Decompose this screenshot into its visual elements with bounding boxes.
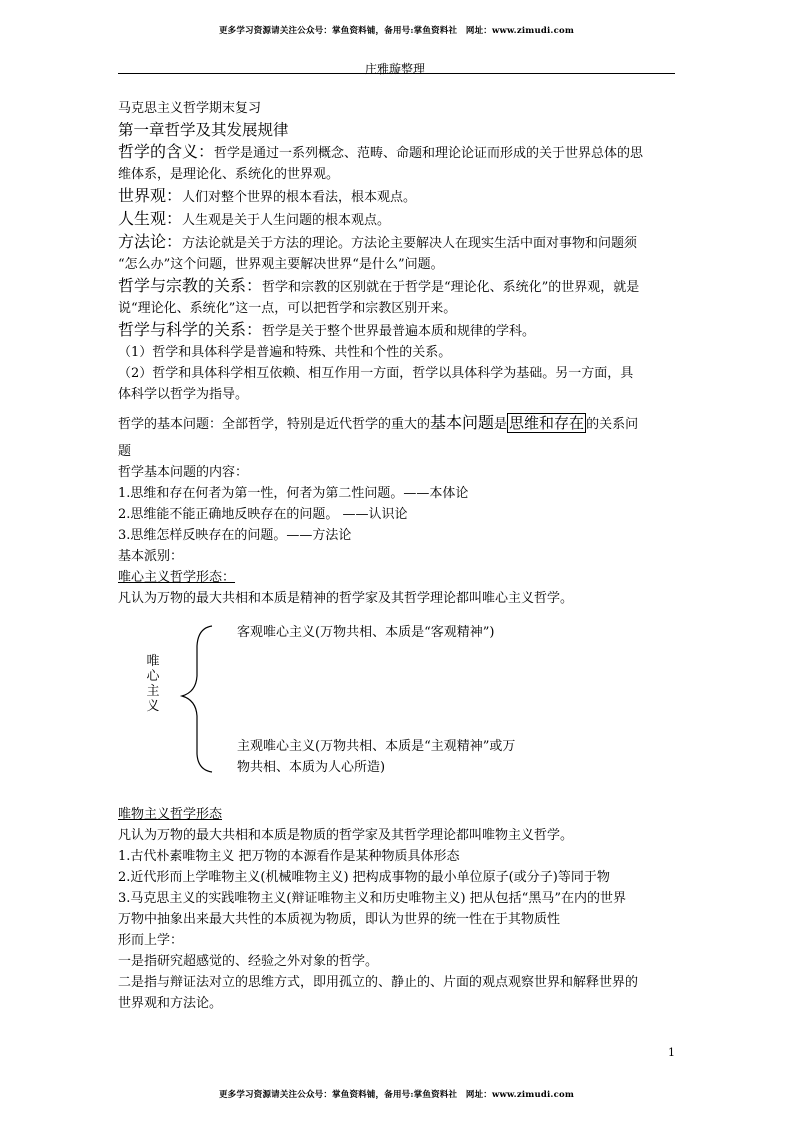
content-item-2: 2.思维能不能正确地反映存在的问题。 ——认识论 [118, 507, 408, 522]
objective-idealism: 客观唯心主义(万物共相、本质是“客观精神”) [237, 625, 495, 640]
philosophy-def-line1 [118, 141, 678, 164]
basic-question-is: 是 [494, 417, 508, 432]
idealism-char: 主 [146, 684, 160, 699]
science-line1 [118, 319, 678, 342]
worldview-text: 人们对整个世界的根本看法，根本观点。 [182, 190, 417, 205]
materialism-item-2: 2.近代形而上学唯物主义(机械唯物主义) 把构成事物的最小单位原子(或分子)等同于物 [118, 870, 610, 885]
header-rule [118, 73, 675, 74]
idealism-brace-diagram [140, 618, 560, 783]
basic-question-prefix: 哲学的基本问题：全部哲学，特别是近代哲学的重大的 [118, 417, 431, 432]
materialism-def: 凡认为万物的最大共相和本质是物质的哲学家及其哲学理论都叫唯物主义哲学。 [118, 828, 574, 843]
content-heading: 哲学基本问题的内容： [118, 465, 249, 480]
metaphysics-1: 一是指研究超感觉的、经验之外对象的哲学。 [118, 954, 379, 969]
materialism-section [118, 804, 678, 1014]
worldview-line [118, 185, 678, 208]
idealism-char: 唯 [146, 654, 160, 669]
science-text1: 哲学是关于整个世界最普遍本质和规律的学科。 [262, 324, 536, 339]
main-content [118, 98, 678, 609]
metaphysics-2-line2: 世界观和方法论。 [118, 996, 223, 1011]
outlook-line [118, 208, 678, 231]
science-point2-line2: 体科学以哲学为指导。 [118, 387, 249, 402]
philosophy-def-term: 哲学的含义： [118, 142, 215, 161]
chapter-title: 第一章哲学及其发展规律 [118, 121, 289, 139]
materialism-item-3: 3.马克思主义的实践唯物主义(辩证唯物主义和历史唯物主义) 把从包括“黑马”在内的世界 [118, 891, 626, 906]
worldview-term: 世界观： [118, 186, 183, 205]
religion-line2: 说“理论化、系统化”这一点，可以把哲学和宗教区别开来。 [118, 301, 457, 316]
basic-question-boxed: 思维和存在 [509, 414, 585, 432]
schools-heading: 基本派别： [118, 549, 184, 564]
doc-title: 马克思主义哲学期末复习 [118, 101, 262, 116]
philosophy-def-line2: 维体系，是理论化、系统化的世界观。 [118, 167, 340, 182]
left-brace-icon [176, 618, 226, 783]
metaphysics-heading: 形而上学： [118, 933, 184, 948]
methodology-line1 [118, 231, 678, 254]
metaphysics-2-line1: 二是指与辩证法对立的思维方式，即用孤立的、静止的、片面的观点观察世界和解释世界的 [118, 975, 639, 990]
basic-question-emph: 基本问题 [430, 413, 495, 432]
idealism-heading: 唯心主义哲学形态： [118, 570, 236, 585]
philosophy-def-text1: 哲学是通过一系列概念、范畴、命题和理论论证而形成的关于世界总体的思 [214, 146, 644, 161]
basic-question-line [118, 411, 678, 437]
idealism-char: 心 [146, 669, 160, 684]
materialism-item-1: 1.古代朴素唯物主义 把万物的本源看作是某种物质具体形态 [118, 849, 460, 864]
subjective-idealism-line2: 物共相、本质为人心所造) [237, 760, 386, 775]
materialism-heading: 唯物主义哲学形态 [118, 807, 223, 822]
header-title: 庄雅璇整理 [364, 62, 425, 76]
religion-line1 [118, 275, 678, 298]
science-point2-line1: （2）哲学和具体科学相互依赖、相互作用一方面，哲学以具体科学为基础。另一方面，具 [118, 366, 634, 381]
content-item-3: 3.思维怎样反映存在的问题。——方法论 [118, 528, 352, 543]
methodology-term: 方法论： [118, 232, 183, 251]
science-term: 哲学与科学的关系： [118, 320, 263, 339]
content-item-1: 1.思维和存在何者为第一性，何者为第二性问题。——本体论 [118, 486, 469, 501]
materialism-item-3-cont: 万物中抽象出来最大共性的本质视为物质，即认为世界的统一性在于其物质性 [118, 912, 561, 927]
subjective-idealism-line1: 主观唯心主义(万物共相、本质是“主观精神”或万 [237, 739, 516, 754]
outlook-term: 人生观： [118, 209, 183, 228]
science-point1: （1）哲学和具体科学是普遍和特殊、共性和个性的关系。 [118, 345, 452, 360]
top-promo-banner: 更多学习资源请关注公众号：掌鱼资料铺，备用号:掌鱼资料社 网址：www.zimudi.com [218, 26, 575, 36]
page-number: 1 [668, 1046, 675, 1059]
idealism-def: 凡认为万物的最大共相和本质是精神的哲学家及其哲学理论都叫唯心主义哲学。 [118, 591, 574, 606]
religion-term: 哲学与宗教的关系： [118, 276, 263, 295]
basic-question-cont: 题 [118, 444, 132, 459]
outlook-text: 人生观是关于人生问题的根本观点。 [182, 213, 391, 228]
religion-text1: 哲学和宗教的区别就在于哲学是“理论化、系统化”的世界观，就是 [262, 280, 640, 295]
bottom-promo-banner: 更多学习资源请关注公众号：掌鱼资料铺，备用号:掌鱼资料社 网址：www.zimudi.com [218, 1090, 575, 1100]
methodology-text1: 方法论就是关于方法的理论。方法论主要解决人在现实生活中面对事物和问题须 [182, 236, 638, 251]
idealism-char: 义 [146, 699, 160, 714]
methodology-line2: “怎么办”这个问题，世界观主要解决世界“是什么”问题。 [118, 257, 444, 272]
basic-question-suffix: 的关系问 [586, 417, 639, 432]
idealism-vertical-label [145, 654, 161, 714]
subjective-idealism [237, 736, 557, 778]
